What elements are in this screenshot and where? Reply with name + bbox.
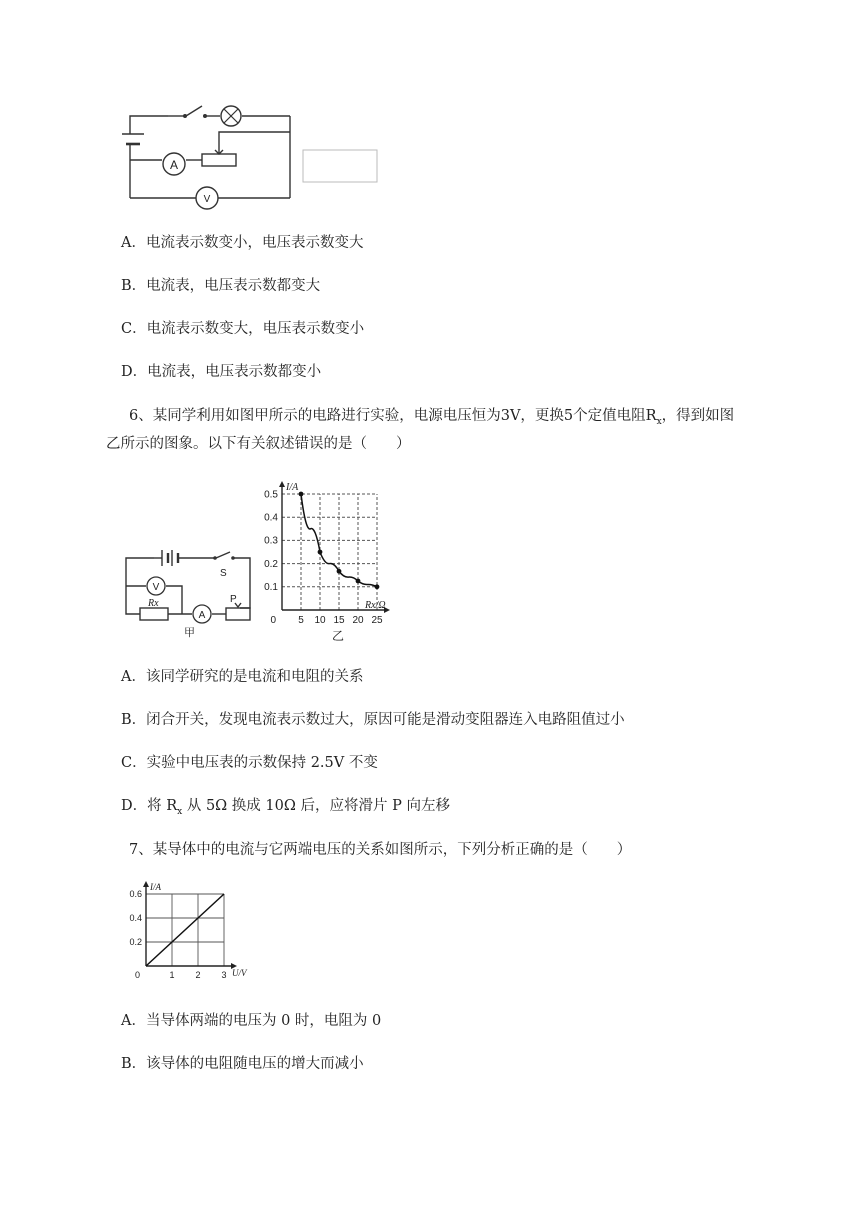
x-axis-label: U/V (232, 968, 247, 978)
switch-label: S (220, 568, 227, 579)
x-tick-label-1: 10 (314, 615, 326, 626)
x-tick-label-3: 20 (352, 615, 364, 626)
q7-option-b[interactable]: B．该导体的电阻随电压的增大而减小 (121, 1056, 364, 1072)
y-tick-label-2: 0.6 (129, 889, 142, 899)
origin-label: 0 (270, 615, 276, 626)
x-axis-label: Rx/Ω (365, 600, 386, 611)
y-axis-label: I/A (286, 482, 299, 493)
data-point-3 (356, 579, 361, 584)
q6-circuit-diagram (118, 540, 268, 640)
q7-current-voltage-graph (120, 878, 260, 986)
svg-text:A: A (198, 610, 206, 621)
x-tick-label-1: 2 (195, 970, 201, 980)
data-point-0 (299, 492, 304, 497)
data-point-2 (337, 569, 342, 574)
svg-text:V: V (203, 194, 211, 205)
q5-option-c[interactable]: C．电流表示数变大，电压表示数变小 (121, 321, 365, 337)
q6-stem-line1-end: ，得到如图 (661, 408, 735, 424)
x-tick-label-2: 15 (333, 615, 345, 626)
svg-text:V: V (152, 582, 160, 593)
figure-yi-label: 乙 (332, 629, 345, 643)
q6-option-d-sub: x (177, 806, 183, 817)
y-tick-label-1: 0.2 (264, 558, 278, 570)
svg-text:A: A (169, 158, 179, 172)
y-axis-arrow (143, 881, 149, 887)
q5-option-a[interactable]: A．电流表示数变小，电压表示数变大 (121, 235, 364, 251)
q6-stem-line2: 乙所示的图象。以下有关叙述错误的是（ ） (106, 436, 411, 452)
q6-option-b[interactable]: B．闭合开关，发现电流表示数过大，原因可能是滑动变阻器连入电路阻值过小 (121, 712, 625, 728)
q5-option-d[interactable]: D．电流表，电压表示数都变小 (121, 364, 322, 380)
y-tick-label-3: 0.4 (264, 512, 278, 524)
y-tick-label-4: 0.5 (264, 489, 278, 501)
series-line-0 (146, 894, 224, 966)
q6-option-d[interactable] (121, 796, 450, 822)
figure-jia-label: 甲 (184, 627, 195, 639)
q6-stem-subscript: x (656, 416, 662, 427)
y-tick-label-1: 0.4 (129, 913, 142, 923)
x-tick-label-0: 1 (169, 970, 175, 980)
q6-ammeter-icon (193, 605, 211, 623)
x-tick-label-2: 3 (221, 970, 227, 980)
q6-option-d-pre: D．将 R (121, 798, 178, 814)
q5-voltmeter-icon (196, 187, 218, 209)
q6-option-c[interactable]: C．实验中电压表的示数保持 2.5V 不变 (121, 755, 378, 771)
q6-option-d-post: 从 5Ω 换成 10Ω 后，应将滑片 P 向左移 (182, 798, 450, 814)
data-point-4 (375, 584, 380, 589)
q6-voltmeter-icon (147, 577, 165, 595)
y-tick-label-0: 0.1 (264, 582, 278, 594)
data-point-1 (318, 550, 323, 555)
q5-circuit-diagram (118, 96, 388, 216)
q7-stem: 7、某导体中的电流与它两端电压的关系如图所示，下列分析正确的是（ ） (129, 842, 632, 858)
y-axis-label: I/A (150, 882, 161, 892)
y-tick-label-0: 0.2 (129, 937, 142, 947)
y-axis-arrow (279, 481, 285, 487)
q6-option-a[interactable]: A．该同学研究的是电流和电阻的关系 (121, 669, 364, 685)
resistor-label: Rx (148, 598, 159, 609)
q7-option-a[interactable]: A．当导体两端的电压为 0 时，电阻为 0 (121, 1013, 382, 1029)
x-tick-label-4: 25 (371, 615, 383, 626)
lamp-icon (221, 106, 241, 126)
q5-ammeter-icon (163, 153, 185, 175)
blank-image-box (303, 150, 377, 182)
y-tick-label-2: 0.3 (264, 535, 278, 547)
q5-option-b[interactable]: B．电流表，电压表示数都变大 (121, 278, 321, 294)
slider-label: P (230, 594, 237, 605)
x-tick-label-0: 5 (298, 615, 304, 626)
origin-label: 0 (134, 970, 140, 980)
q6-current-resistance-graph (262, 478, 412, 644)
q6-stem-line1: 6、某同学利用如图甲所示的电路进行实验，电源电压恒为3V，更换5个定值电阻R (129, 408, 657, 424)
q5-switch-pivot (183, 114, 187, 118)
